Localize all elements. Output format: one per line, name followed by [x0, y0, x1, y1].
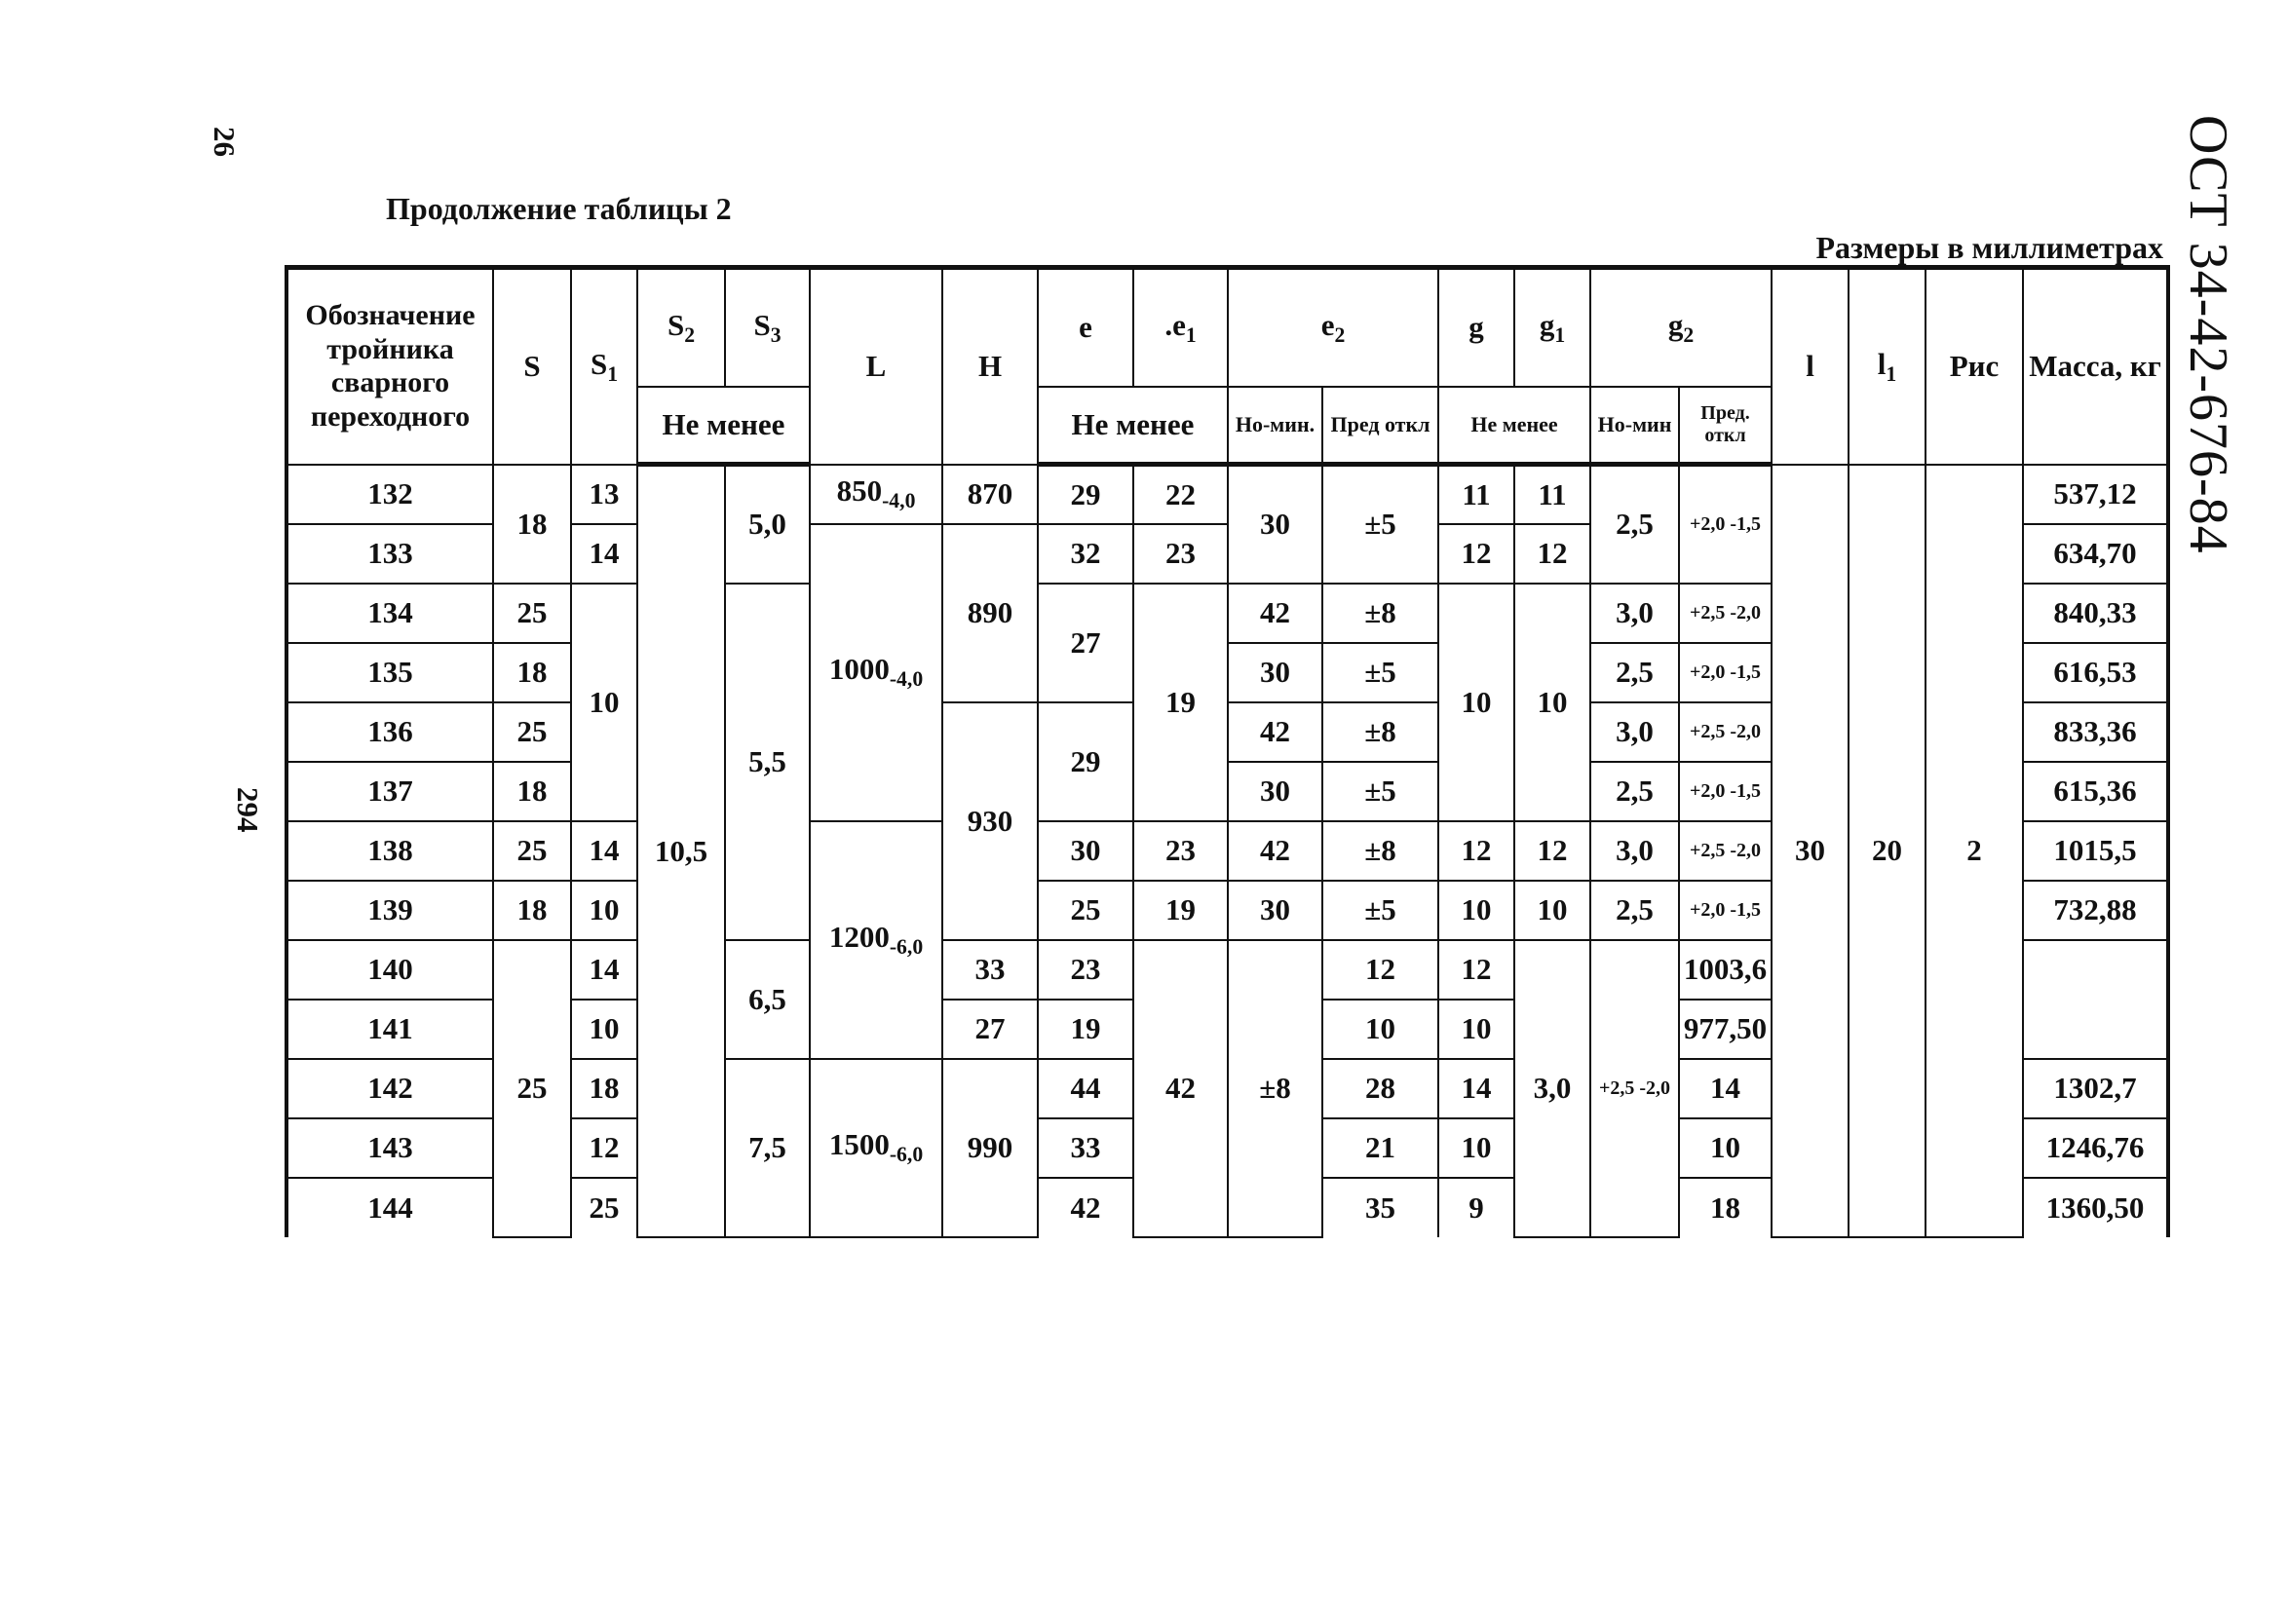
row-id: 143: [286, 1118, 493, 1178]
header-g: g: [1438, 268, 1514, 387]
row-id: 144: [286, 1178, 493, 1237]
cell-e2-nominal: 30: [1228, 762, 1322, 821]
cell-g1: 10: [1438, 1000, 1514, 1059]
cell-l: 30: [1772, 465, 1849, 1237]
cell-e1: 19: [1038, 1000, 1133, 1059]
units-note: Размеры в миллиметрах: [1815, 230, 2163, 265]
header-designation: Обозначение тройника сварного переходного: [286, 268, 493, 465]
document-code: ОСТ 34-42-676-84: [2178, 115, 2238, 554]
cell-e: 33: [1038, 1118, 1133, 1178]
cell-e: 29: [1038, 702, 1133, 821]
cell-e1: 28: [1322, 1059, 1438, 1118]
cell-e2-nominal: 30: [1228, 643, 1322, 702]
cell-e1: 19: [1133, 881, 1228, 940]
header-not-less-g: Не менее: [1438, 387, 1590, 465]
page-number-side: 294: [231, 787, 265, 833]
cell-g: 10: [1438, 584, 1514, 821]
row-id: 141: [286, 1000, 493, 1059]
cell-g2-nominal: 2,5: [1590, 762, 1679, 821]
cell-mass: 537,12: [2023, 465, 2168, 524]
cell-s3: 5,5: [725, 584, 810, 940]
header-g2: $g_2$: [1590, 268, 1772, 387]
cell-e2-tolerance: ±5: [1322, 881, 1438, 940]
cell-e2-tolerance: ±8: [1322, 584, 1438, 643]
cell-e1: 21: [1322, 1118, 1438, 1178]
header-g2-tolerance: Пред. откл: [1679, 387, 1772, 465]
row-id: 133: [286, 524, 493, 584]
header-e2-tolerance: Пред откл: [1322, 387, 1438, 465]
cell-H: 990: [942, 1059, 1038, 1237]
cell-e1: 23: [1133, 821, 1228, 881]
cell-e: 32: [1038, 524, 1133, 584]
header-e2: $e_2$: [1228, 268, 1438, 387]
row-id: 136: [286, 702, 493, 762]
cell-s1: 10: [571, 1000, 637, 1059]
spec-table: [285, 265, 2170, 1238]
cell-mass: 1246,76: [2023, 1118, 2168, 1178]
cell-g: 12: [1438, 524, 1514, 584]
cell-e: 33: [942, 940, 1038, 1000]
cell-g2-nominal: 2,5: [1590, 643, 1679, 702]
cell-g: 12: [1438, 821, 1514, 881]
cell-e2-tolerance: ±8: [1228, 940, 1322, 1237]
cell-g1: 10: [1679, 1118, 1772, 1178]
header-L: L: [810, 268, 942, 465]
cell-e2-nominal: 42: [1228, 702, 1322, 762]
cell-g1: 12: [1514, 821, 1590, 881]
header-l1: $l_1$: [1849, 268, 1926, 465]
cell-g: 10: [1438, 881, 1514, 940]
header-e: e: [1038, 268, 1133, 387]
cell-g2-tolerance: +2,5 -2,0: [1679, 584, 1772, 643]
table-row: [286, 465, 2168, 524]
cell-mass: 977,50: [1679, 1000, 1772, 1059]
cell-mass: 840,33: [2023, 584, 2168, 643]
cell-g2-nominal: 3,0: [1590, 702, 1679, 762]
cell-e2-tolerance: ±5: [1322, 643, 1438, 702]
cell-s: 25: [493, 702, 571, 762]
cell-g2-nominal: 2,5: [1590, 881, 1679, 940]
cell-e1: 23: [1038, 940, 1133, 1000]
cell-s1: 12: [571, 1118, 637, 1178]
page-number-top: 26: [208, 127, 242, 157]
cell-g2-nominal: 3,0: [1514, 940, 1590, 1237]
cell-e1: 22: [1133, 465, 1228, 524]
cell-s2: 10,5: [637, 465, 725, 1237]
row-id: 137: [286, 762, 493, 821]
cell-s: 18: [493, 643, 571, 702]
cell-s1: 14: [571, 524, 637, 584]
cell-g2-nominal: 2,5: [1590, 465, 1679, 584]
cell-e2-nominal: 42: [1228, 584, 1322, 643]
cell-H: 930: [942, 702, 1038, 940]
cell-g1: 14: [1679, 1059, 1772, 1118]
cell-s3: 7,5: [725, 1059, 810, 1237]
cell-g1: 12: [1438, 940, 1514, 1000]
header-not-less-s: Не менее: [637, 387, 810, 465]
cell-e1: 19: [1133, 584, 1228, 821]
cell-g2-tolerance: +2,5 -2,0: [1679, 702, 1772, 762]
row-id: 138: [286, 821, 493, 881]
row-id: 135: [286, 643, 493, 702]
cell-s1: 18: [571, 1059, 637, 1118]
header-fig: Рис: [1926, 268, 2023, 465]
header-s1: $S_1$: [571, 268, 637, 465]
cell-H: 890: [942, 524, 1038, 702]
cell-mass: 833,36: [2023, 702, 2168, 762]
cell-g1: 11: [1514, 465, 1590, 524]
cell-s: 18: [493, 465, 571, 584]
cell-s: 25: [493, 584, 571, 643]
header-s3: $S_3$: [725, 268, 810, 387]
cell-mass: 615,36: [2023, 762, 2168, 821]
cell-s1: 10: [571, 584, 637, 821]
row-id: 134: [286, 584, 493, 643]
header-g2-nominal: Но-мин: [1590, 387, 1679, 465]
cell-e2-tolerance: ±8: [1322, 821, 1438, 881]
cell-mass: 1015,5: [2023, 821, 2168, 881]
table-caption: Продолжение таблицы 2: [386, 191, 732, 226]
cell-mass: 1003,6: [1679, 940, 1772, 1000]
cell-g: 12: [1322, 940, 1438, 1000]
cell-mass: 732,88: [2023, 881, 2168, 940]
cell-g1: 10: [1514, 584, 1590, 821]
cell-s1: 14: [571, 821, 637, 881]
cell-e: 27: [1038, 584, 1133, 702]
cell-s1: 25: [571, 1178, 637, 1237]
cell-s: 25: [493, 940, 571, 1237]
cell-L: $1200_{-6,0}$: [810, 821, 942, 1059]
cell-e2-nominal: 42: [1133, 940, 1228, 1237]
cell-s: 18: [493, 762, 571, 821]
cell-e2-nominal: 30: [1228, 465, 1322, 584]
cell-s3: 5,0: [725, 465, 810, 584]
cell-e: 29: [1038, 465, 1133, 524]
cell-s: 25: [493, 821, 571, 881]
cell-fig: 2: [1926, 465, 2023, 1237]
cell-e: 27: [942, 1000, 1038, 1059]
header-g1: $g_1$: [1514, 268, 1590, 387]
header-not-less-e: Не менее: [1038, 387, 1228, 465]
cell-g2-nominal: 3,0: [1590, 584, 1679, 643]
cell-e1: 35: [1322, 1178, 1438, 1237]
cell-g2-tolerance: +2,0 -1,5: [1679, 881, 1772, 940]
cell-g: 10: [1322, 1000, 1438, 1059]
cell-e1: 23: [1133, 524, 1228, 584]
cell-mass: 634,70: [2023, 524, 2168, 584]
cell-e2-tolerance: ±5: [1322, 762, 1438, 821]
cell-s1: 14: [571, 940, 637, 1000]
cell-g1: 18: [1679, 1178, 1772, 1237]
header-mass: Масса, кг: [2023, 268, 2168, 465]
row-id: 139: [286, 881, 493, 940]
cell-g: 10: [1438, 1118, 1514, 1178]
cell-L: $850_{-4,0}$: [810, 465, 942, 524]
cell-s: 18: [493, 881, 571, 940]
header-e1: $.e_1$: [1133, 268, 1228, 387]
cell-g2-tolerance: +2,5 -2,0: [1590, 940, 1679, 1237]
cell-e2-tolerance: ±8: [1322, 702, 1438, 762]
cell-g1: 12: [1514, 524, 1590, 584]
row-id: 140: [286, 940, 493, 1000]
cell-g: 11: [1438, 465, 1514, 524]
row-id: 142: [286, 1059, 493, 1118]
cell-L: $1500_{-6,0}$: [810, 1059, 942, 1237]
cell-g2-tolerance: +2,0 -1,5: [1679, 465, 1772, 584]
header-H: H: [942, 268, 1038, 465]
cell-s3: 6,5: [725, 940, 810, 1059]
header-s2: $S_2$: [637, 268, 725, 387]
cell-s1: 13: [571, 465, 637, 524]
cell-e: 30: [1038, 821, 1133, 881]
cell-H: 870: [942, 465, 1038, 524]
cell-mass: 616,53: [2023, 643, 2168, 702]
cell-g2-tolerance: +2,5 -2,0: [1679, 821, 1772, 881]
cell-mass: 1360,50: [2023, 1178, 2168, 1237]
header-e2-nominal: Но-мин.: [1228, 387, 1322, 465]
header-l: l: [1772, 268, 1849, 465]
cell-g2-nominal: 3,0: [1590, 821, 1679, 881]
cell-g2-tolerance: +2,0 -1,5: [1679, 643, 1772, 702]
cell-e2-tolerance: ±5: [1322, 465, 1438, 584]
cell-g2-tolerance: +2,0 -1,5: [1679, 762, 1772, 821]
cell-g: 9: [1438, 1178, 1514, 1237]
cell-e: 25: [1038, 881, 1133, 940]
cell-e: 42: [1038, 1178, 1133, 1237]
cell-L: $1000_{-4,0}$: [810, 524, 942, 821]
cell-g: 14: [1438, 1059, 1514, 1118]
cell-mass: 1302,7: [2023, 1059, 2168, 1118]
cell-e: 44: [1038, 1059, 1133, 1118]
cell-e2-nominal: 42: [1228, 821, 1322, 881]
cell-g1: 10: [1514, 881, 1590, 940]
cell-l1: 20: [1849, 465, 1926, 1237]
row-id: 132: [286, 465, 493, 524]
cell-e2-nominal: 30: [1228, 881, 1322, 940]
header-s: S: [493, 268, 571, 465]
cell-s1: 10: [571, 881, 637, 940]
